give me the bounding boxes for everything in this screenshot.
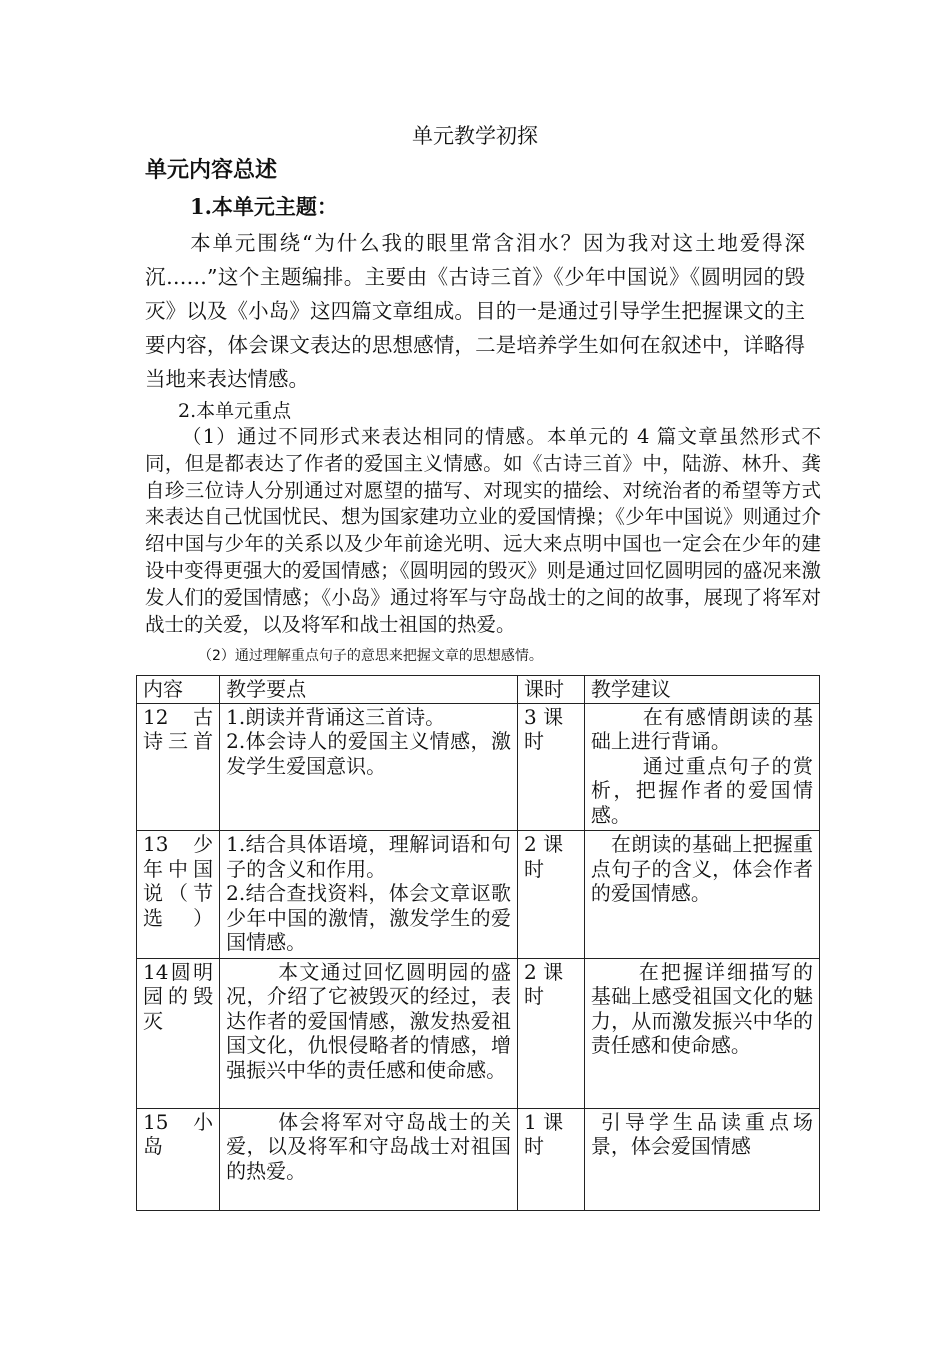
table-row (137, 703, 820, 831)
row-content: 12 古诗三首 (137, 703, 220, 831)
document-title: 单元教学初探 (412, 124, 538, 148)
row-advice (584, 1108, 819, 1210)
row-advice (584, 958, 819, 1108)
row-points (220, 703, 518, 831)
row-content: 14圆明园的毁灭 (137, 958, 220, 1108)
row-hours: 2 课时 (518, 831, 585, 959)
row-point-item: 体会将军对守岛战士的关爱，以及将军和守岛战士对祖国的热爱。 (226, 1109, 512, 1183)
row-advice (584, 831, 819, 959)
focus-point-1: （1）通过不同形式来表达相同的情感。本单元的 4 篇文章虽然形式不同，但是都表达了作者的爱国主义情感。如《古诗三首》中，陆游、林升、龚自珍三位诗人分别通过对愿望的描写、对现实的描绘、对统治者的希望等方式来表达自己忧国忧民、想为国家建功立业的爱国情操；《少年中国说》则通过介绍中国与少年的关系以及少年前途光明、远大来点明中国也一定会在少年的建设中变得更强大的爱国情感；《圆明园的毁灭》则是通过回忆圆明园的盛况来激发人们的爱国情感；《小岛》通过将军与守岛战士的之间的故事，展现了将军对战士的关爱，以及将军和战士祖国的热爱。 (145, 425, 821, 636)
row-advice-item: 引导学生品读重点场景，体会爱国情感 (590, 1109, 813, 1158)
teaching-plan-table (136, 675, 820, 1211)
row-point-item: 本文通过回忆圆明园的盛况，介绍了它被毁灭的经过，表达作者的爱国情感，激发热爱祖国文化，仇恨侵略者的情感，增强振兴中华的责任感和使命感。 (226, 959, 512, 1082)
row-advice-item: 在把握详细描写的基础上感受祖国文化的魅力，从而激发振兴中华的责任感和使命感。 (590, 959, 813, 1057)
table-header-row (137, 676, 820, 704)
row-point-item: 2.结合查找资料，体会文章讴歌少年中国的激情，激发学生的爱国情感。 (226, 881, 512, 954)
focus-heading: 2.本单元重点 (178, 400, 292, 422)
header-points: 教学要点 (220, 676, 518, 704)
theme-heading: 1.本单元主题： (190, 194, 338, 219)
row-hours: 2 课时 (518, 958, 585, 1108)
row-advice-item: 在朗读的基础上把握重点句子的含义，体会作者的爱国情感。 (590, 832, 813, 905)
row-content: 13 少年中国说（节选） (137, 831, 220, 959)
theme-paragraph: 本单元围绕“为什么我的眼里常含泪水？因为我对这土地爱得深沉……”这个主题编排。主要由《古诗三首》《少年中国说》《圆明园的毁灭》以及《小岛》这四篇文章组成。目的一是通过引导学生把握课文的主要内容，体会课文表达的思想感情，二是培养学生如何在叙述中，详略得当地来表达情感。 (145, 231, 805, 391)
table-row (137, 1108, 820, 1210)
row-hours: 3 课时 (518, 703, 585, 831)
header-advice: 教学建议 (584, 676, 819, 704)
row-points (220, 1108, 518, 1210)
row-content: 15 小岛 (137, 1108, 220, 1210)
focus-point-2: （2）通过理解重点句子的意思来把握文章的思想感情。 (198, 648, 543, 664)
table-row (137, 831, 820, 959)
row-point-item: 2.体会诗人的爱国主义情感，激发学生爱国意识。 (226, 729, 512, 778)
table-row (137, 958, 820, 1108)
row-points (220, 958, 518, 1108)
header-hours: 课时 (518, 676, 585, 704)
row-points (220, 831, 518, 959)
row-hours: 1 课时 (518, 1108, 585, 1210)
section-heading: 单元内容总述 (145, 157, 278, 183)
row-point-item: 1.结合具体语境，理解词语和句子的含义和作用。 (226, 832, 512, 881)
row-advice (584, 703, 819, 831)
row-advice-item: 通过重点句子的赏析，把握作者的爱国情感。 (590, 753, 813, 827)
row-point-item: 1.朗读并背诵这三首诗。 (226, 704, 446, 729)
row-advice-item: 在有感情朗读的基础上进行背诵。 (590, 704, 813, 753)
header-content: 内容 (137, 676, 220, 704)
